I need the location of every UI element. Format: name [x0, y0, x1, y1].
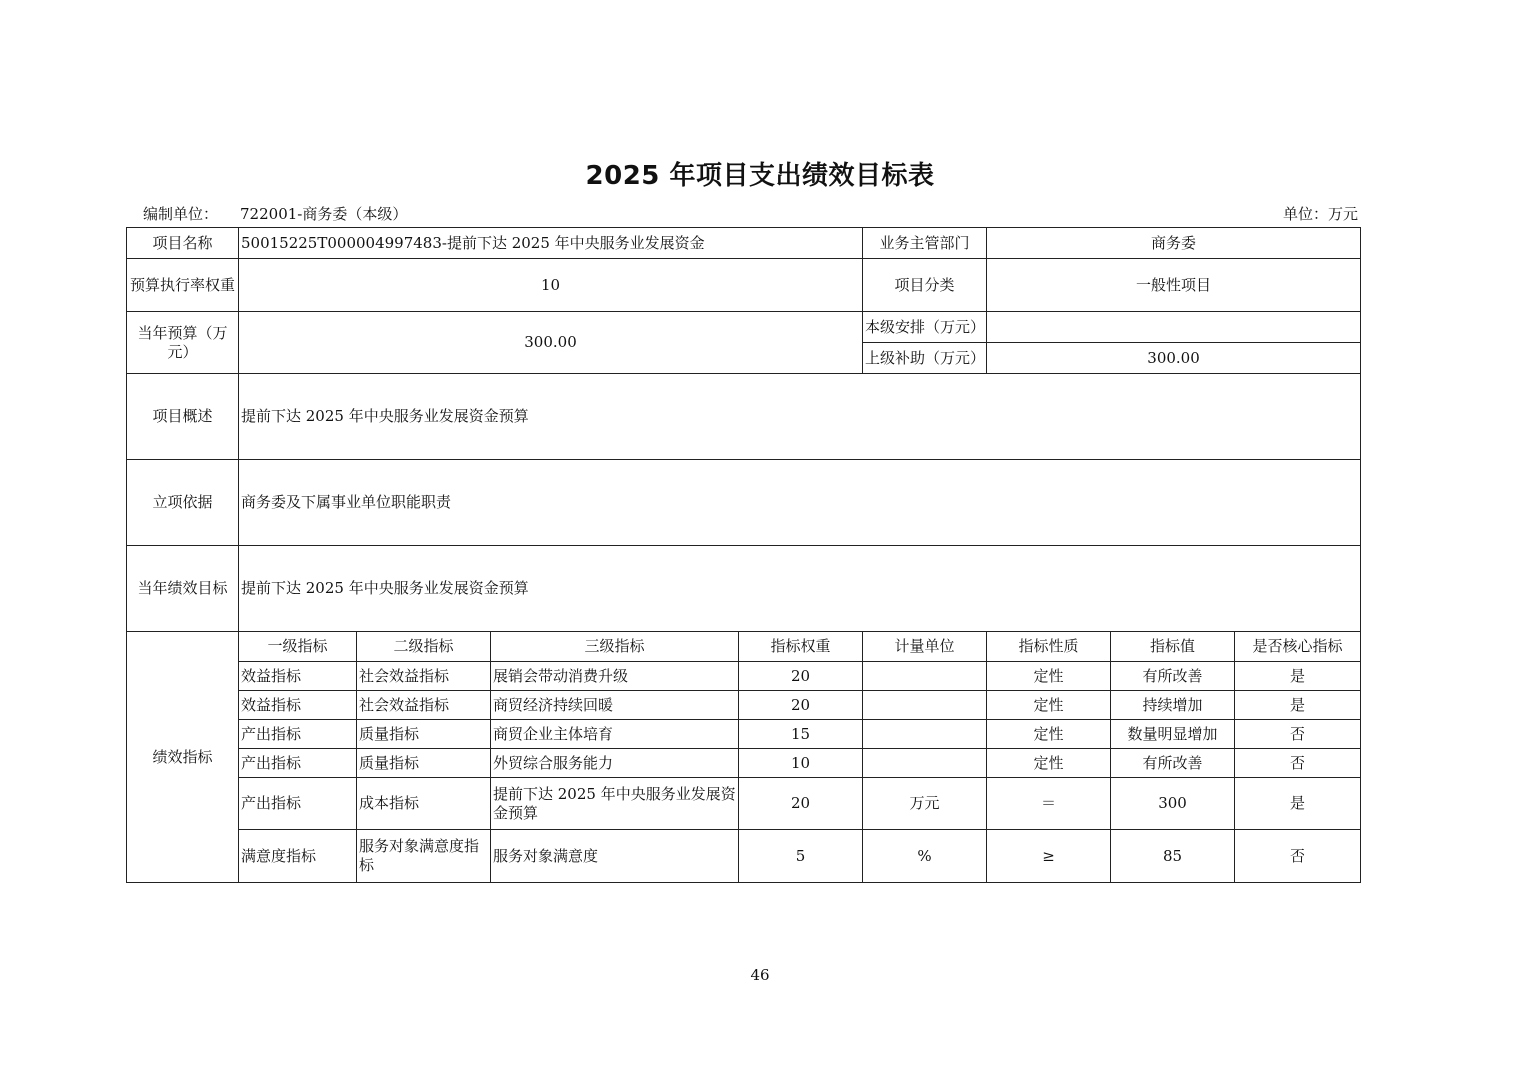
basis-label: 立项依据 [127, 460, 239, 546]
indicator-cell: 有所改善 [1111, 662, 1235, 691]
basis-value: 商务委及下属事业单位职能职责 [239, 460, 1361, 546]
performance-table [126, 227, 1361, 883]
indicator-header: 三级指标 [491, 632, 739, 662]
indicator-cell: 否 [1235, 830, 1361, 883]
indicator-cell: 定性 [987, 720, 1111, 749]
indicator-cell: 定性 [987, 662, 1111, 691]
indicator-cell: 持续增加 [1111, 691, 1235, 720]
category-value: 一般性项目 [987, 259, 1361, 312]
project-name-label: 项目名称 [127, 228, 239, 259]
row-project-name [127, 228, 1361, 259]
indicator-cell: 质量指标 [357, 749, 491, 778]
indicator-row [127, 720, 1361, 749]
indicator-row [127, 830, 1361, 883]
overview-value: 提前下达 2025 年中央服务业发展资金预算 [239, 374, 1361, 460]
indicator-cell: 效益指标 [239, 691, 357, 720]
indicator-cell: 定性 [987, 691, 1111, 720]
indicator-cell: ≥ [987, 830, 1111, 883]
indicator-cell [863, 691, 987, 720]
dept-value: 商务委 [987, 228, 1361, 259]
indicator-header: 是否核心指标 [1235, 632, 1361, 662]
upper-value: 300.00 [987, 343, 1361, 374]
local-label: 本级安排（万元） [863, 312, 987, 343]
overview-label: 项目概述 [127, 374, 239, 460]
indicator-header: 一级指标 [239, 632, 357, 662]
indicator-cell: 服务对象满意度指标 [357, 830, 491, 883]
indicator-cell: 产出指标 [239, 778, 357, 830]
indicator-cell: 20 [739, 691, 863, 720]
indicator-cell: 300 [1111, 778, 1235, 830]
indicator-cell: 是 [1235, 662, 1361, 691]
indicator-cell: 定性 [987, 749, 1111, 778]
indicator-cell [863, 749, 987, 778]
indicator-header: 指标权重 [739, 632, 863, 662]
row-budget [127, 312, 1361, 343]
indicator-section-label: 绩效指标 [127, 632, 239, 883]
indicator-row [127, 749, 1361, 778]
indicator-cell: 成本指标 [357, 778, 491, 830]
indicator-cell: 外贸综合服务能力 [491, 749, 739, 778]
indicator-header-row [127, 632, 1361, 662]
indicator-header: 二级指标 [357, 632, 491, 662]
indicator-cell: 质量指标 [357, 720, 491, 749]
page-title: 2025 年项目支出绩效目标表 [585, 161, 935, 191]
indicator-cell [863, 662, 987, 691]
indicator-cell: 20 [739, 662, 863, 691]
dept-label: 业务主管部门 [863, 228, 987, 259]
indicator-cell: 10 [739, 749, 863, 778]
row-exec-rate [127, 259, 1361, 312]
org-value: 722001-商务委（本级） [240, 205, 408, 223]
indicator-cell: 85 [1111, 830, 1235, 883]
indicator-cell: 是 [1235, 778, 1361, 830]
indicator-cell: 产出指标 [239, 749, 357, 778]
indicator-cell: 5 [739, 830, 863, 883]
indicator-cell: 20 [739, 778, 863, 830]
category-label: 项目分类 [863, 259, 987, 312]
indicator-cell: 满意度指标 [239, 830, 357, 883]
indicator-cell: 有所改善 [1111, 749, 1235, 778]
indicator-header: 指标性质 [987, 632, 1111, 662]
indicator-header: 计量单位 [863, 632, 987, 662]
indicator-cell: 数量明显增加 [1111, 720, 1235, 749]
indicator-cell: ＝ [987, 778, 1111, 830]
goal-value: 提前下达 2025 年中央服务业发展资金预算 [239, 546, 1361, 632]
row-overview [127, 374, 1361, 460]
rate-label: 预算执行率权重 [127, 259, 239, 312]
unit-label: 单位：万元 [1282, 205, 1358, 223]
indicator-cell: 提前下达 2025 年中央服务业发展资金预算 [491, 778, 739, 830]
org-label: 编制单位： [143, 205, 219, 223]
budget-value: 300.00 [239, 312, 863, 374]
indicator-cell: 商贸企业主体培育 [491, 720, 739, 749]
row-basis [127, 460, 1361, 546]
indicator-cell: 否 [1235, 720, 1361, 749]
indicator-cell: 否 [1235, 749, 1361, 778]
local-value [987, 312, 1361, 343]
indicator-cell: % [863, 830, 987, 883]
indicator-cell: 是 [1235, 691, 1361, 720]
indicator-cell: 社会效益指标 [357, 662, 491, 691]
row-goal [127, 546, 1361, 632]
indicator-cell: 效益指标 [239, 662, 357, 691]
upper-label: 上级补助（万元） [863, 343, 987, 374]
indicator-cell [863, 720, 987, 749]
indicator-cell: 商贸经济持续回暖 [491, 691, 739, 720]
page-number: 46 [750, 966, 770, 984]
indicator-cell: 15 [739, 720, 863, 749]
indicator-cell: 展销会带动消费升级 [491, 662, 739, 691]
indicator-row [127, 691, 1361, 720]
indicator-cell: 社会效益指标 [357, 691, 491, 720]
indicator-cell: 产出指标 [239, 720, 357, 749]
project-name-value: 50015225T000004997483-提前下达 2025 年中央服务业发展资金 [239, 228, 863, 259]
goal-label: 当年绩效目标 [127, 546, 239, 632]
org-info [143, 203, 407, 224]
indicator-header: 指标值 [1111, 632, 1235, 662]
rate-value: 10 [239, 259, 863, 312]
indicator-row [127, 778, 1361, 830]
indicator-cell: 万元 [863, 778, 987, 830]
indicator-cell: 服务对象满意度 [491, 830, 739, 883]
indicator-row [127, 662, 1361, 691]
budget-label: 当年预算（万元） [127, 312, 239, 374]
